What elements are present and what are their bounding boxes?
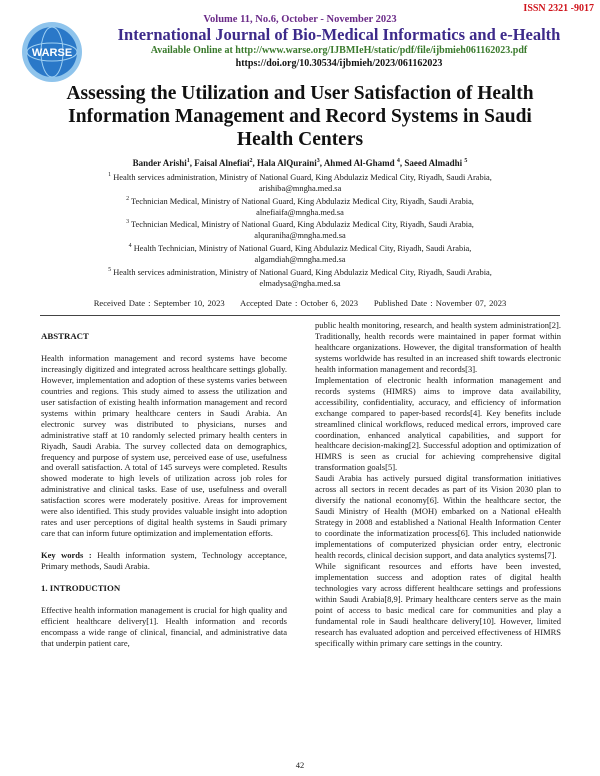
keywords-text: Health information system, Technology acceptance, Primary methods, Saudi Arabia. bbox=[41, 550, 288, 572]
author-sup: 4 bbox=[396, 158, 400, 164]
warse-logo bbox=[20, 20, 84, 84]
author-name: Hala AlQuraini bbox=[257, 158, 317, 168]
affiliation-sup: 2 bbox=[126, 196, 130, 202]
volume-info: Volume 11, No.6, October - November 2023 bbox=[203, 14, 397, 25]
logo-text: WARSE bbox=[31, 47, 73, 59]
affiliation-sup: 1 bbox=[108, 172, 112, 178]
affiliation-email[interactable]: alquraniha@mngha.med.sa bbox=[254, 230, 346, 240]
publication-dates bbox=[30, 298, 570, 308]
introduction-heading: 1. INTRODUCTION bbox=[41, 583, 121, 594]
affiliation-text: Technician Medical, Ministry of National Guard, King Abdulaziz Medical City, Riyadh, Saudi Arabia, bbox=[131, 196, 474, 206]
affiliation bbox=[30, 265, 570, 289]
issn-label: ISSN 2321 -9017 bbox=[523, 3, 594, 14]
author-sup: 3 bbox=[316, 158, 320, 164]
published-date: Published Date : November 07, 2023 bbox=[373, 298, 507, 308]
paper-title: Assessing the Utilization and User Satisfaction of Health Information Management and Record Systems in Saudi Health Centers bbox=[66, 83, 534, 150]
affiliation-sup: 4 bbox=[128, 243, 132, 249]
paragraph: public health monitoring, research, and health system administration[2]. Traditionally, health records were maintained in paper format within healthcare organizations. However, the digital transformation of health systems worldwide has resulted in an increased shift towards electronic health information management and records[3]. bbox=[315, 320, 561, 374]
left-column bbox=[41, 320, 287, 649]
keywords bbox=[41, 550, 287, 572]
author-sup: 2 bbox=[249, 158, 253, 164]
doi-link[interactable]: https://doi.org/10.30534/ijbmieh/2023/061162023 bbox=[235, 58, 443, 69]
affiliation bbox=[30, 217, 570, 241]
affiliation-email[interactable]: algamdiah@mngha.med.sa bbox=[254, 254, 346, 264]
abstract-heading: ABSTRACT bbox=[41, 331, 89, 341]
received-date: Received Date : September 10, 2023 bbox=[93, 298, 225, 308]
affiliation-text: Health services administration, Ministry of National Guard, King Abdulaziz Medical City, Riyadh, Saudi Arabia, bbox=[113, 267, 492, 277]
abstract-text: Health information management and record systems have become increasingly digitized and integrated across healthcare settings globally. However, implementation and adoption of these systems varies between countries and regions. This study aimed to assess the utilization and user satisfaction of existing health information management and record systems within primary healthcare centers in Saudi Arabia. An electronic survey was distributed to physicians, nurses and administrative staff at 10 randomly selected primary health centers in Riyadh, Saudi Arabia. The survey collected data on demographics, frequency and purpose of system use, perceived ease of use, usefulness and overall satisfaction. A total of 145 surveys were completed. Results showed moderate to high levels of utilization across job roles for administrative and clinical tasks. Ease of use, usefulness and overall satisfaction scores were moderately positive. Areas for improvement were also identified. This study provides valuable insight into adoption rates and user perceptions of digital health systems in Saudi primary care that can inform future optimization and implementation efforts. bbox=[41, 352, 287, 539]
affiliation-email[interactable]: elmadysa@ngha.med.sa bbox=[259, 278, 341, 288]
affiliation-text: Health services administration, Ministry of National Guard, King Abdulaziz Medical City, Riyadh, Saudi Arabia, bbox=[113, 172, 492, 182]
paragraph: Implementation of electronic health information management and records systems (HIMRS) aims to improve data availability, accessibility, confidentiality, accuracy, and efficiency of information exchange compared to paper-based records[4]. Key benefits include streamlined clinical workflows, reduced medical errors, improved care coordination, enhanced analytical capabilities, and support for healthcare decision-making[2]. Successful adoption and optimization of HIMRS is seen as crucial for achieving comprehensive digital transformation goals[5]. bbox=[315, 374, 561, 473]
right-column bbox=[315, 320, 561, 649]
affiliation-email[interactable]: arishiba@mngha.med.sa bbox=[258, 183, 342, 193]
available-online-link[interactable]: Available Online at http://www.warse.org/IJBMIeH/static/pdf/file/ijbmieh061162023.pdf bbox=[150, 45, 528, 56]
author-sup: 5 bbox=[464, 158, 468, 164]
author-sup: 1 bbox=[186, 158, 190, 164]
paragraph: While significant resources and efforts have been invested, implementation success and adoption rates of digital health technologies vary across different healthcare settings and professions within Saudi Arabia[8,9]. Primary healthcare centers serve as the main point of access to basic medical care for communities and play a fundamental role in Saudi healthcare delivery[10]. However, limited research has evaluated adoption and perceived effectiveness of HIMRS specifically within primary care settings in the country. bbox=[315, 560, 561, 648]
page-number: 42 bbox=[295, 760, 305, 770]
author-name: Faisal Alnefiai bbox=[194, 158, 250, 168]
author-name: Bander Arishi bbox=[132, 158, 187, 168]
keywords-label: Key words : bbox=[41, 550, 92, 561]
introduction-text: Effective health information management is crucial for high quality and efficient healthcare delivery[1]. Health information and records encompass a wide range of clinical, financial, and administrative data that underpin patient care, bbox=[41, 605, 287, 648]
accepted-date: Accepted Date : October 6, 2023 bbox=[239, 298, 359, 308]
affiliation bbox=[30, 241, 570, 265]
affiliation-sup: 3 bbox=[126, 219, 130, 225]
affiliation bbox=[30, 194, 570, 218]
affiliation-email[interactable]: alnefiaifa@mngha.med.sa bbox=[256, 207, 344, 217]
journal-title: International Journal of Bio-Medical Informatics and e-Health bbox=[117, 25, 561, 44]
paragraph: Saudi Arabia has actively pursued digital transformation initiatives across all sectors in recent decades as part of its Vision 2030 plan to diversify the national economy[6]. Within the healthcare sector, the Saudi Ministry of Health (MOH) embarked on a National eHealth Strategy in 2008 and established a National Health Information Center to coordinate the informatization process[6]. This included nationwide implementations of computerized physician order entry, electronic health records, clinical decision support, and data analytics systems[7]. bbox=[315, 473, 561, 561]
affiliation-sup: 5 bbox=[108, 267, 112, 273]
affiliation bbox=[30, 170, 570, 194]
author-name: Saeed Almadhi bbox=[404, 158, 463, 168]
author-name: Ahmed Al-Ghamd bbox=[323, 158, 395, 168]
author-list: Bander Arishi$^1$, Faisal Alnefiai$^2$, Hala AlQuraini$^3$, Ahmed Al-Ghamd $^4$, Saeed Almadhi $^5$ bbox=[132, 158, 468, 168]
affiliation-text: Health Technician, Ministry of National Guard, King Abdulaziz Medical City, Riyadh, Saudi Arabia, bbox=[133, 243, 472, 253]
header-divider bbox=[40, 315, 560, 316]
affiliation-text: Technician Medical, Ministry of National Guard, King Abdulaziz Medical City, Riyadh, Saudi Arabia, bbox=[131, 219, 474, 229]
